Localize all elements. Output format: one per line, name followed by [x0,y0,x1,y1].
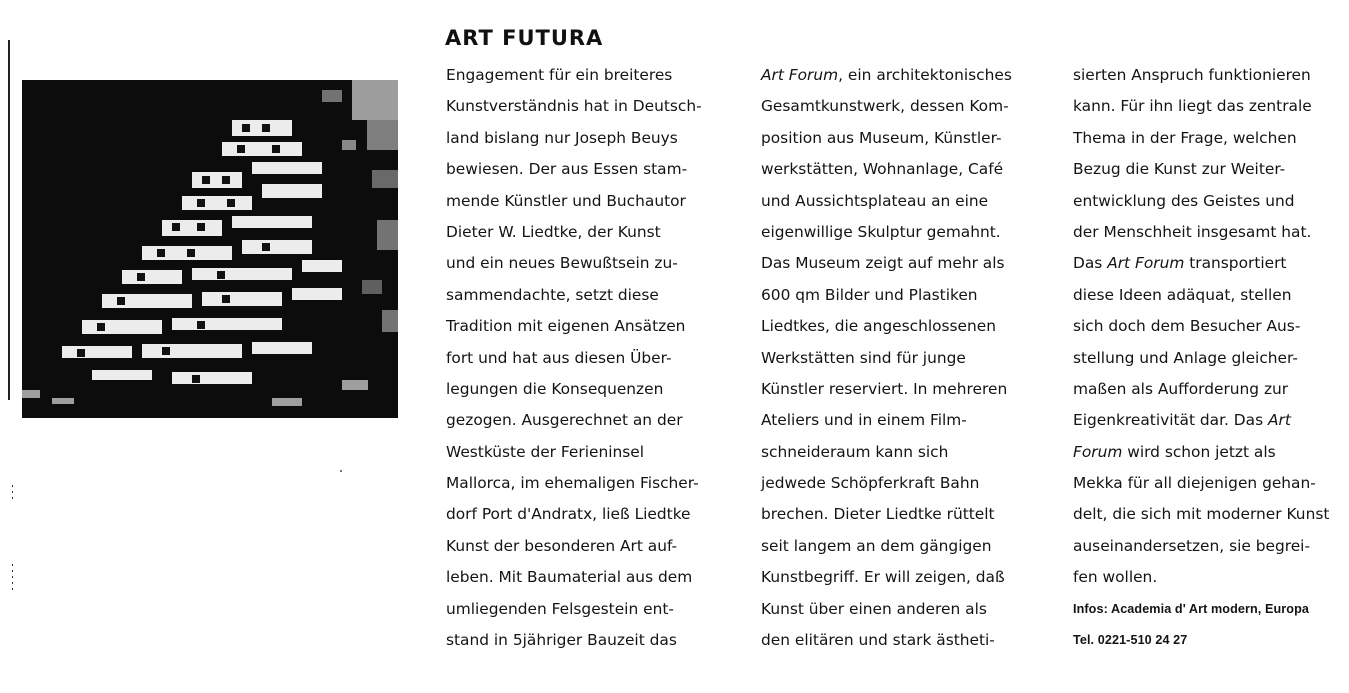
text-line: Dieter W. Liedtke, der Kunst [446,222,661,241]
text-column-1 [446,60,702,656]
text-line: Werkstätten sind für junge [761,348,966,367]
phone-line: Tel. 0221-510 24 27 [1073,633,1188,648]
text-line: position aus Museum, Künstler- [761,128,1002,147]
text-line: Künstler reserviert. In mehreren [761,379,1008,398]
text-line: und Aussichtsplateau an eine [761,191,989,210]
text-line: eigenwillige Skulptur gemahnt. [761,222,1001,241]
text-line: land bislang nur Joseph Beuys [446,128,678,147]
text-line: Das Museum zeigt auf mehr als [761,254,1005,273]
text-line: schneideraum kann sich [761,442,949,461]
text-line: Gesamtkunstwerk, dessen Kom- [761,97,1009,116]
text-line: stellung und Anlage gleicher- [1073,348,1298,367]
text-line: Kunst über einen anderen als [761,599,987,618]
text-line: Art Forum, ein architektonisches [761,66,1012,84]
text-line: umliegenden Felsgestein ent- [446,599,674,618]
text-line: Westküste der Ferieninsel [446,442,645,461]
text-line: den elitären und stark ästheti- [761,631,995,650]
text-line: sich doch dem Besucher Aus- [1073,317,1301,336]
text-line: delt, die sich mit moderner Kunst [1073,505,1330,524]
text-line: Kunst der besonderen Art auf- [446,536,678,555]
info-line: Infos: Academia d' Art modern, Europa [1073,601,1309,616]
text-line: Mallorca, im ehemaligen Fischer- [446,474,699,493]
text-line: werkstätten, Wohnanlage, Café [761,160,1004,179]
text-line: Thema in der Frage, welchen [1073,128,1297,147]
text-line: gezogen. Ausgerechnet an der [446,411,683,430]
text-line: Das Art Forum transportiert [1073,254,1287,273]
print-speck [340,470,342,472]
text-line: legungen die Konsequenzen [446,379,664,398]
text-column-3 [1073,60,1329,656]
text-line: bewiesen. Der aus Essen stam- [446,160,688,179]
text-line: brechen. Dieter Liedtke rüttelt [761,505,995,524]
article-headline: ART FUTURA [445,26,604,50]
text-line: jedwede Schöpferkraft Bahn [761,474,980,493]
text-line: und ein neues Bewußtsein zu- [446,254,678,273]
margin-dots [12,564,13,592]
text-line: Liedtkes, die angeschlossenen [761,317,996,336]
text-line: leben. Mit Baumaterial aus dem [446,568,693,587]
text-line: Eigenkreativität dar. Das Art [1073,411,1291,430]
text-line: stand in 5jähriger Bauzeit das [446,631,677,650]
margin-rule [8,40,10,400]
text-line: kann. Für ihn liegt das zentrale [1073,97,1312,116]
hillside-building-photo [22,80,398,418]
text-line: fort und hat aus diesen Über- [446,348,672,367]
text-line: Tradition mit eigenen Ansätzen [446,317,686,336]
text-line: Mekka für all diejenigen gehan- [1073,474,1316,493]
text-line: dorf Port d'Andratx, ließ Liedtke [446,505,691,524]
text-line: diese Ideen adäquat, stellen [1073,285,1292,304]
text-column-2 [761,60,1012,656]
text-line: seit langem an dem gängigen [761,536,992,555]
text-line: auseinandersetzen, sie begrei- [1073,536,1311,555]
text-line: fen wollen. [1073,568,1158,587]
text-line: 600 qm Bilder und Plastiken [761,285,978,304]
text-line: Kunstbegriff. Er will zeigen, daß [761,568,1005,587]
text-line: mende Künstler und Buchautor [446,191,686,210]
text-line: sierten Anspruch funktionieren [1073,66,1311,84]
text-line: Engagement für ein breiteres [446,66,673,84]
text-line: Bezug die Kunst zur Weiter- [1073,160,1286,179]
text-line: sammendachte, setzt diese [446,285,659,304]
text-line: entwicklung des Geistes und [1073,191,1295,210]
text-line: Forum wird schon jetzt als [1073,442,1276,461]
text-line: Kunstverständnis hat in Deutsch- [446,97,702,116]
margin-dots [12,485,13,499]
text-line: Ateliers und in einem Film- [761,411,967,430]
text-line: maßen als Aufforderung zur [1073,379,1289,398]
text-line: der Menschheit insgesamt hat. [1073,222,1312,241]
